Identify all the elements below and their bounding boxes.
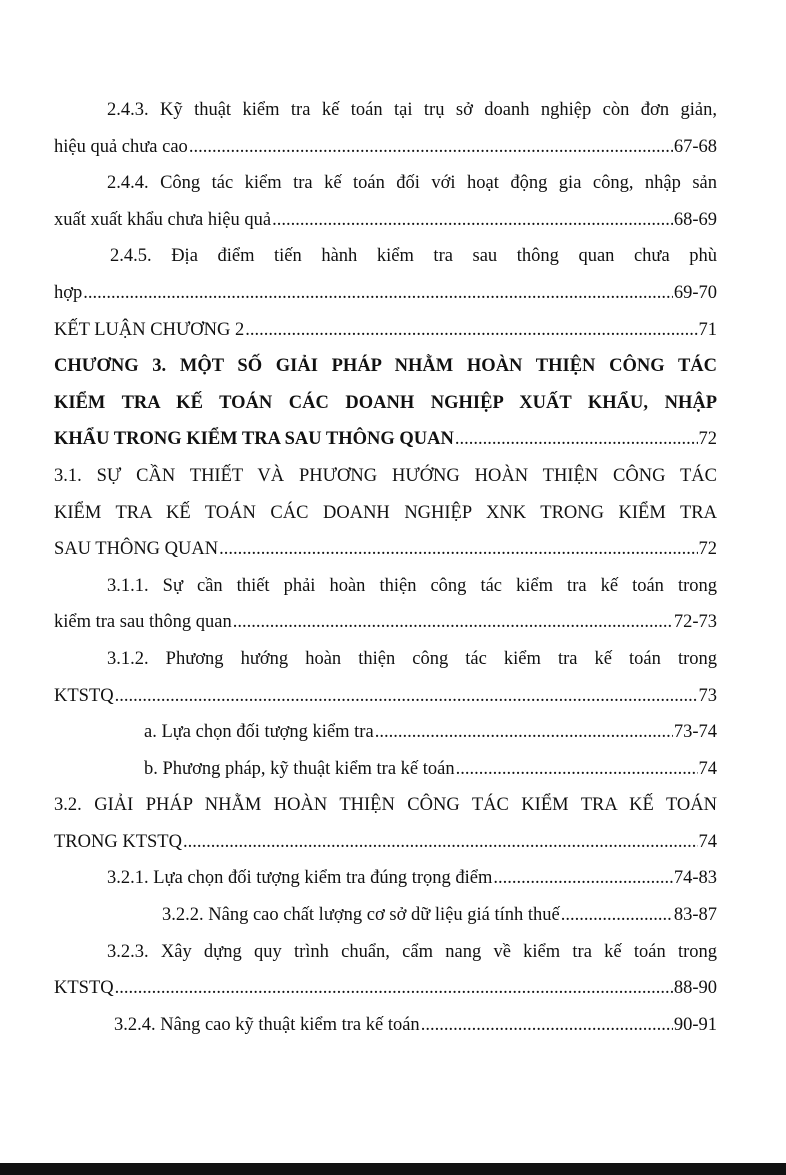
page-number: 73	[698, 685, 717, 706]
toc-entry-3-2-3-line2: KTSTQ ..... 88-90	[54, 970, 717, 1007]
leader-dots	[115, 678, 698, 715]
leader-dots	[219, 531, 697, 568]
page-number: 67-68	[673, 136, 717, 157]
toc-entry-3-2-line1: 3.2. GIẢI PHÁP NHẰM HOÀN THIỆN CÔNG TÁC KIỂM TRA KẾ TOÁN	[54, 795, 717, 816]
toc-entry-3-1-2-line2: KTSTQ ..... 73	[54, 678, 717, 715]
page-number: 73-74	[673, 722, 717, 743]
page-number: 74	[698, 831, 717, 852]
page-number: 69-70	[673, 282, 717, 303]
toc-entry-2-4-3-line2: hiệu quả chưa cao ..... 67-68	[54, 129, 717, 166]
leader-dots	[421, 1007, 673, 1044]
toc-entry-3-1-2-b: b. Phương pháp, kỹ thuật kiểm tra kế toán ..... 74	[54, 751, 717, 788]
toc-entry-chuong-3-line2: KIỂM TRA KẾ TOÁN CÁC DOANH NGHIỆP XUẤT KHẨU, NHẬP	[54, 392, 717, 413]
toc-entry-3-2-3-line1: 3.2.3. Xây dựng quy trình chuẩn, cẩm nang về kiểm tra kế toán trong	[107, 941, 717, 962]
bottom-border-bar	[0, 1163, 786, 1175]
toc-entry-2-4-5-line2: hợp ..... 69-70	[54, 275, 717, 312]
toc-entry-3-1-1-line1: 3.1.1. Sự cần thiết phải hoàn thiện công tác kiểm tra kế toán trong	[107, 575, 717, 596]
table-of-contents	[54, 92, 717, 1043]
toc-entry-ket-luan-chuong-2: KẾT LUẬN CHƯƠNG 2 ..... 71	[54, 312, 717, 349]
toc-entry-3-2-2: 3.2.2. Nâng cao chất lượng cơ sở dữ liệu giá tính thuế ..... 83-87	[54, 897, 717, 934]
toc-entry-chuong-3-line1: CHƯƠNG 3. MỘT SỐ GIẢI PHÁP NHẰM HOÀN THIỆN CÔNG TÁC	[54, 356, 717, 377]
leader-dots	[493, 860, 672, 897]
page-number: 71	[698, 319, 717, 340]
toc-entry-3-2-line2: TRONG KTSTQ ..... 74	[54, 824, 717, 861]
toc-entry-3-1-line3: SAU THÔNG QUAN ..... 72	[54, 531, 717, 568]
leader-dots	[272, 202, 673, 239]
toc-entry-chuong-3-line3: KHẨU TRONG KIỂM TRA SAU THÔNG QUAN ..... 72	[54, 421, 717, 458]
toc-entry-2-4-4-line1: 2.4.4. Công tác kiểm tra kế toán đối với hoạt động gia công, nhập sản	[107, 173, 717, 194]
page-number: 74	[698, 758, 717, 779]
leader-dots	[233, 604, 673, 641]
leader-dots	[455, 421, 698, 458]
page-number: 68-69	[673, 209, 717, 230]
page-number: 74-83	[673, 868, 717, 889]
leader-dots	[83, 275, 673, 312]
toc-entry-2-4-4-line2: xuất xuất khẩu chưa hiệu quả ..... 68-69	[54, 202, 717, 239]
leader-dots	[115, 970, 673, 1007]
leader-dots	[375, 714, 673, 751]
page-number: 90-91	[673, 1014, 717, 1035]
page-number: 83-87	[673, 905, 717, 926]
toc-entry-3-1-1-line2: kiểm tra sau thông quan ..... 72-73	[54, 604, 717, 641]
page-number: 72	[698, 539, 717, 560]
page-number: 72	[698, 429, 717, 450]
leader-dots	[189, 129, 673, 166]
toc-entry-3-1-line2: KIỂM TRA KẾ TOÁN CÁC DOANH NGHIỆP XNK TRONG KIỂM TRA	[54, 502, 717, 523]
leader-dots	[245, 312, 697, 349]
toc-entry-3-1-line1: 3.1. SỰ CẦN THIẾT VÀ PHƯƠNG HƯỚNG HOÀN THIỆN CÔNG TÁC	[54, 465, 717, 486]
toc-entry-3-1-2-a: a. Lựa chọn đối tượng kiểm tra ..... 73-74	[54, 714, 717, 751]
leader-dots	[183, 824, 698, 861]
page-number: 72-73	[673, 612, 717, 633]
leader-dots	[456, 751, 698, 788]
leader-dots	[561, 897, 673, 934]
toc-entry-3-2-4: 3.2.4. Nâng cao kỹ thuật kiểm tra kế toán ..... 90-91	[54, 1007, 717, 1044]
toc-entry-3-1-2-line1: 3.1.2. Phương hướng hoàn thiện công tác kiểm tra kế toán trong	[107, 648, 717, 669]
toc-entry-2-4-5-line1: 2.4.5. Địa điểm tiến hành kiểm tra sau thông quan chưa phù	[110, 246, 717, 267]
page-number: 88-90	[673, 978, 717, 999]
toc-entry-2-4-3-line1: 2.4.3. Kỹ thuật kiểm tra kế toán tại trụ sở doanh nghiệp còn đơn giản,	[107, 100, 717, 120]
toc-entry-3-2-1: 3.2.1. Lựa chọn đối tượng kiểm tra đúng trọng điểm ..... 74-83	[54, 860, 717, 897]
